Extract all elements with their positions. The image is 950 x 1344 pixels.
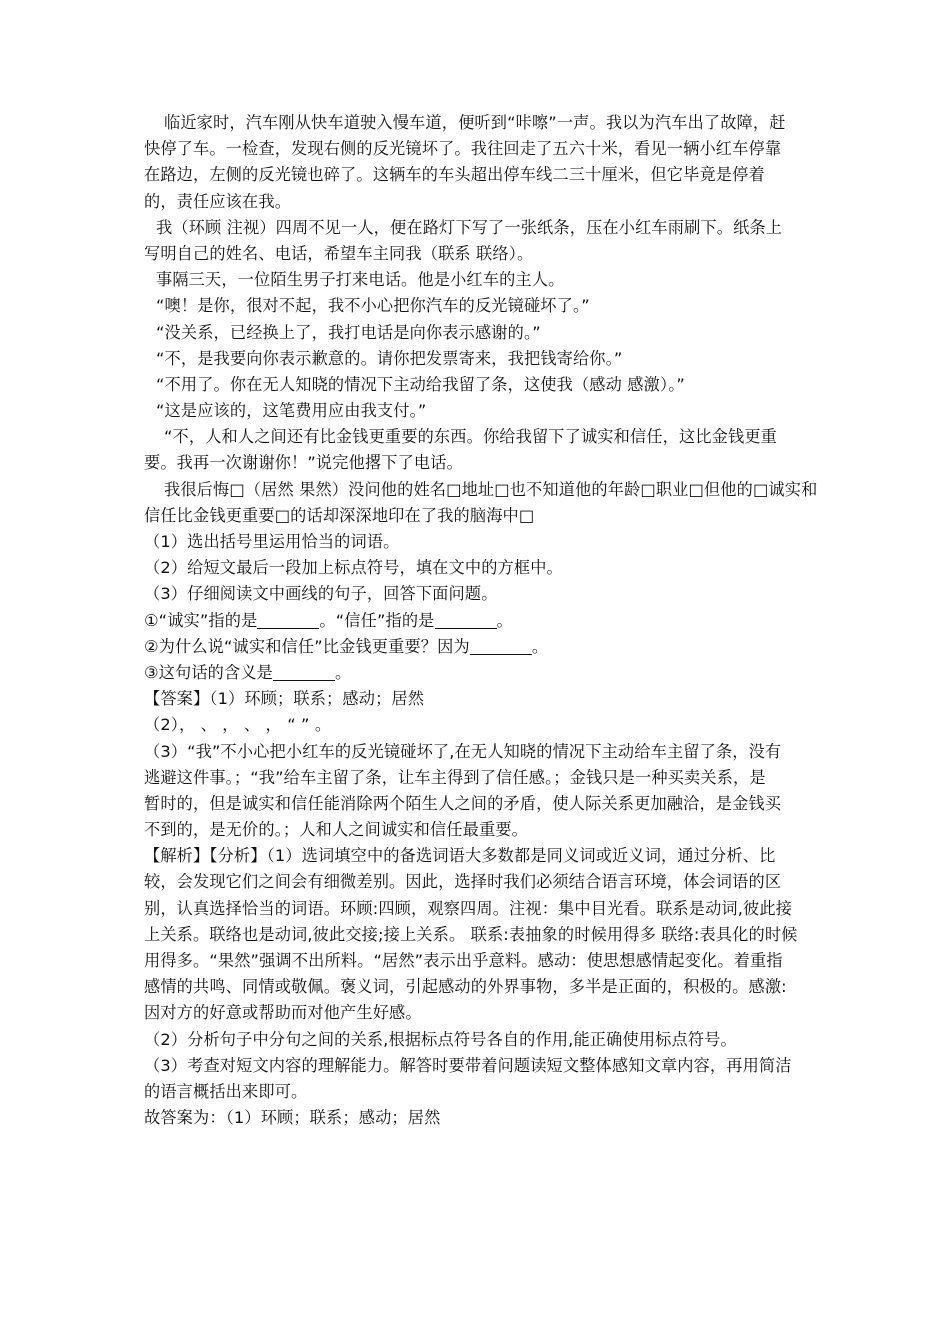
sub-question-3: [144, 660, 808, 686]
answer-line: （2）， 、 ， 、 ， “ ” 。: [144, 715, 332, 735]
answer-section: [144, 686, 808, 843]
analysis-line: （2）分析句子中分句之间的关系,根据标点符号各自的作用,能正确使用标点符号。: [144, 1029, 737, 1049]
answer-blank: [257, 610, 319, 629]
questions: [144, 529, 808, 686]
analysis-line: 用得多。“果然”强调不出所料。“居然”表示出乎意料。感动：使思想感情起变化。着重指: [144, 951, 783, 970]
analysis-line: 较，会发现它们之间会有细微差别。因此，选择时我们必须结合语言环境，体会词语的区: [144, 872, 782, 892]
analysis-line: 的语言概括出来即可。: [144, 1081, 308, 1101]
sub-question-2: [144, 634, 808, 660]
dialogue-line: “这是应该的，这笔费用应由我支付。”: [156, 401, 427, 421]
answer-line: （3）“我”不小心把小红车的反光镜碰坏了,在无人知晓的情况下主动给车主留了条，没有: [144, 741, 782, 761]
paragraph-line: 的，责任应该在我。: [144, 191, 292, 211]
paragraph-line: 在路边，左侧的反光镜也碎了。这辆车的车头超出停车线二三十厘米，但它毕竟是停着: [144, 165, 765, 185]
answer-line: 逃避这件事。；“我”给车主留了条，让车主得到了信任感。；金钱只是一种买卖关系，是: [144, 767, 766, 787]
final-answer-line: 故答案为：（1）环顾；联系；感动；居然: [144, 1108, 441, 1128]
analysis-line: 别，认真选择恰当的词语。环顾:四顾，观察四周。注视：集中目光看。联系是动词,彼此接: [144, 898, 793, 918]
question-1: （1）选出括号里运用恰当的词语。: [144, 532, 400, 551]
paragraph-line: 我很后悔□（居然 果然）没问他的姓名□地址□也不知道他的年龄□职业□但他的□诚实和: [164, 479, 818, 499]
answer-blank: [273, 662, 335, 681]
paragraph-line: 要。我再一次谢谢你！”说完他撂下了电话。: [144, 453, 463, 473]
analysis-line: 上关系。联络也是动词,彼此交接;接上关系。 联系:表抽象的时候用得多 联络:表具化的时候: [144, 924, 798, 944]
paragraph-line: 快停了车。一检查，发现右侧的反光镜坏了。我往回走了五六十米，看见一辆小红车停靠: [144, 139, 782, 159]
question-3: （3）仔细阅读文中画线的句子，回答下面问题。: [144, 584, 498, 604]
sub-question-text: 。: [531, 636, 549, 656]
paragraph-line: 写明自己的姓名、电话，希望车主同我（联系 联络）。: [144, 243, 534, 263]
dialogue-line: “噢！是你，很对不起，我不小心把你汽车的反光镜碰坏了。”: [156, 296, 590, 316]
paragraph-line: “不，人和人之间还有比金钱更重要的东西。你给我留下了诚实和信任，这比金钱更重: [164, 427, 778, 447]
paragraph-line: 事隔三天，一位陌生男子打来电话。他是小红车的主人。: [156, 270, 565, 290]
paragraph-line: 信任比金钱更重要□的话却深深地印在了我的脑海中□: [144, 505, 535, 525]
paragraph-line: 临近家时，汽车刚从快车道驶入慢车道，便听到“咔嚓”一声。我以为汽车出了故障，赶: [164, 113, 786, 132]
passage: [144, 110, 818, 529]
analysis-line: （3）考查对短文内容的理解能力。解答时要带着问题读短文整体感知文章内容，再用简洁: [144, 1055, 792, 1075]
sub-question-text: 。: [335, 662, 352, 682]
answer-blank: [470, 636, 532, 655]
sub-question-text: ③这句话的含义是: [144, 662, 274, 682]
answer-line: 暂时的，但是诚实和信任能消除两个陌生人之间的矛盾，使人际关系更加融洽，是金钱买: [144, 793, 782, 813]
paragraph-line: 我（环顾 注视）四周不见一人，便在路灯下写了一张纸条，压在小红车雨刷下。纸条上: [156, 217, 783, 237]
answer-line: 【答案】（1）环顾；联系；感动；居然: [144, 689, 425, 709]
dialogue-line: “不，是我要向你表示歉意的。请你把发票寄来，我把钱寄给你。”: [156, 348, 623, 368]
analysis-line: 感情的共鸣、同情或敬佩。褒义词，引起感动的外界事物，多半是正面的，积极的。感激:: [144, 977, 787, 997]
sub-question-text: ①“诚实”指的是: [144, 610, 258, 630]
analysis-section: [144, 843, 808, 1131]
sub-question-1: [144, 608, 808, 634]
analysis-line: 因对方的好意或帮助而对他产生好感。: [144, 1003, 422, 1023]
dialogue-line: “不用了。你在无人知晓的情况下主动给我留了条，这使我（感动 感激）。”: [156, 374, 685, 394]
answer-blank: [435, 610, 497, 629]
sub-question-text: ②为什么说“诚实和信任”比金钱更重要？因为: [144, 636, 470, 656]
analysis-line: 【解析】【分析】（1）选词填空中的备选词语大多数都是同义词或近义词，通过分析、比: [144, 846, 776, 866]
question-2: （2）给短文最后一段加上标点符号，填在文中的方框中。: [144, 558, 563, 578]
sub-question-text: 。“信任”指的是: [319, 610, 435, 630]
sub-question-text: 。: [496, 610, 513, 630]
document-body: [144, 110, 818, 1131]
dialogue-line: “没关系，已经换上了，我打电话是向你表示感谢的。”: [156, 322, 541, 342]
answer-line: 不到的，是无价的。；人和人之间诚实和信任最重要。: [144, 820, 528, 840]
